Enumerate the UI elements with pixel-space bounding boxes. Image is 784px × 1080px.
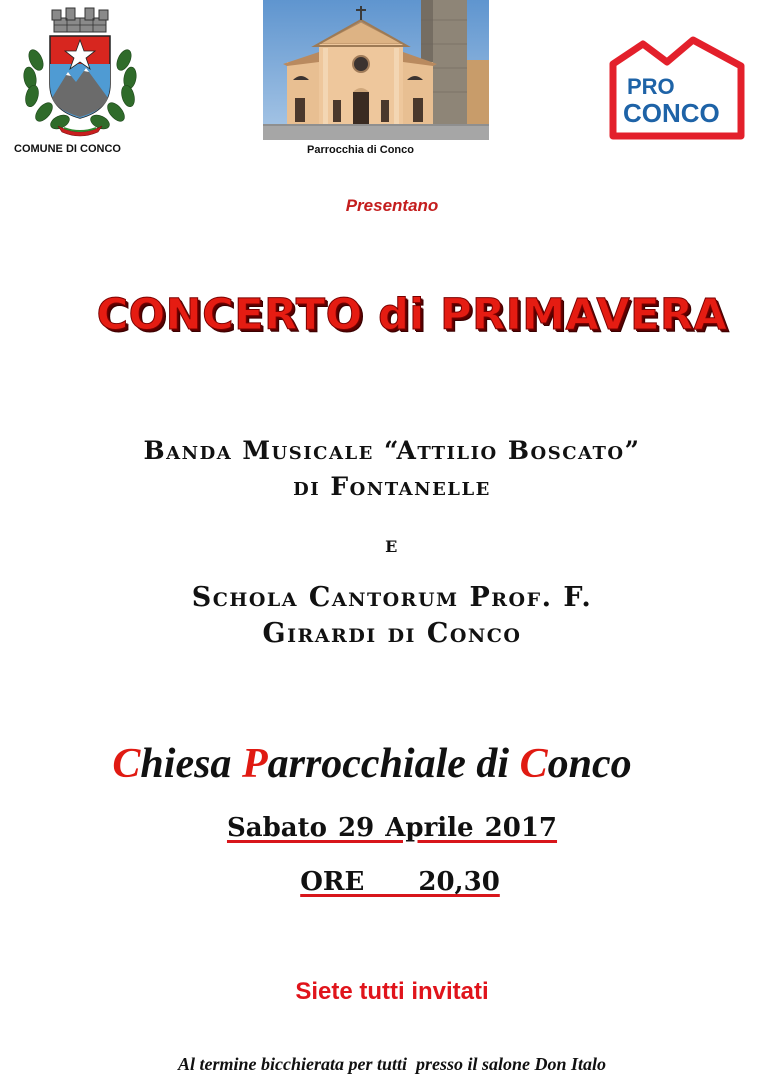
venue-title: [0, 740, 764, 788]
conjunction-e: e: [385, 531, 399, 558]
pro-conco-line2: CONCO: [623, 98, 720, 128]
comune-caption: COMUNE DI CONCO: [14, 143, 121, 155]
church-photo: [263, 0, 489, 140]
choir-name-line1: Schola Cantorum Prof. F.: [191, 582, 593, 613]
pro-conco-logo-icon: [609, 36, 745, 140]
event-date-text: Sabato 29 Aprile 2017: [226, 813, 558, 843]
comune-coat-of-arms-icon: [14, 6, 146, 138]
presentano-text: Presentano: [345, 196, 439, 215]
parrocchia-caption: Parrocchia di Conco: [307, 144, 414, 156]
pro-conco-line1: PRO: [627, 74, 675, 99]
venue-word-onco: onco: [547, 741, 632, 787]
venue-initial-c: C: [112, 741, 141, 787]
choir-name-line2: Girardi di Conco: [262, 618, 522, 649]
concert-title: CONCERTO di PRIMAVERA: [96, 290, 728, 340]
band-name-line1: Banda Musicale “Attilio Boscato”: [143, 436, 641, 465]
venue-initial-p: P: [241, 741, 268, 787]
footer-note: Al termine bicchierata per tutti presso il salone Don Italo: [177, 1054, 607, 1074]
venue-initial-c2: C: [519, 741, 548, 787]
invitation-text: Siete tutti invitati: [295, 978, 489, 1005]
event-date: [0, 813, 784, 843]
venue-word-hiesa: hiesa: [140, 741, 242, 787]
event-time-text: ORE 20,30: [300, 867, 500, 897]
event-time: [8, 867, 784, 897]
venue-word-arrocchiale: arrocchiale di: [267, 741, 520, 787]
band-name-line2: di Fontanelle: [293, 472, 491, 501]
